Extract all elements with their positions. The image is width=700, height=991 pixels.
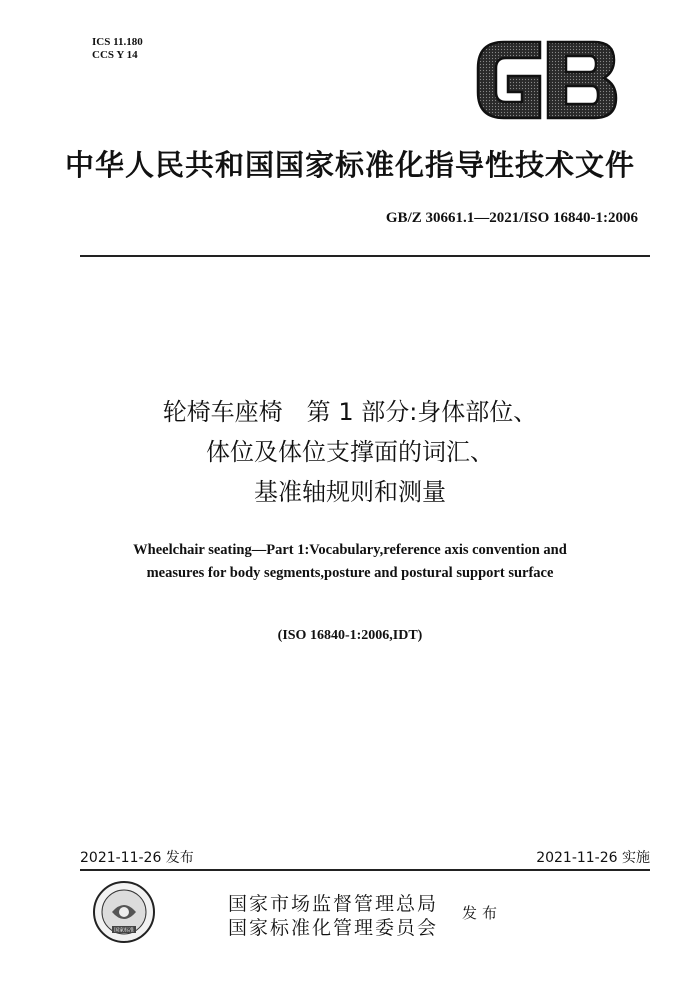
issue-label: 发布: [462, 904, 503, 922]
gb-logo: [470, 36, 620, 124]
english-title-line-2: measures for body segments,posture and postural support surface: [146, 565, 554, 581]
adoption-note: (ISO 16840-1:2006,IDT): [277, 628, 423, 643]
ccs-code: CCS Y 14: [92, 49, 138, 61]
issuer-line-2: 国家标准化管理委员会: [228, 917, 439, 939]
issuer-line-1: 国家市场监督管理总局: [228, 893, 439, 915]
chinese-title-line-2: 体位及体位支撑面的词汇、: [206, 438, 494, 466]
ics-code: ICS 11.180: [92, 36, 143, 48]
standard-number: GB/Z 30661.1—2021/ISO 16840-1:2006: [385, 210, 638, 226]
chinese-title-line-1: 轮椅车座椅 第 1 部分:身体部位、: [162, 398, 538, 426]
document-type-title: 中华人民共和国国家标准化指导性技术文件: [64, 148, 635, 182]
english-title-line-1: Wheelchair seating—Part 1:Vocabulary,reference axis convention and: [133, 542, 567, 558]
seal-text: 国家标准: [113, 927, 135, 934]
implementation-date: 2021-11-26 实施: [536, 850, 650, 866]
chinese-title-line-3: 基准轴规则和测量: [254, 478, 446, 506]
anti-counterfeit-seal-icon: [92, 880, 156, 944]
classification-codes: [92, 36, 143, 62]
bottom-divider: [80, 869, 650, 871]
gb-logo-text: GB: [470, 36, 472, 37]
top-divider: [80, 255, 650, 257]
issue-date: 2021-11-26 发布: [80, 850, 194, 866]
